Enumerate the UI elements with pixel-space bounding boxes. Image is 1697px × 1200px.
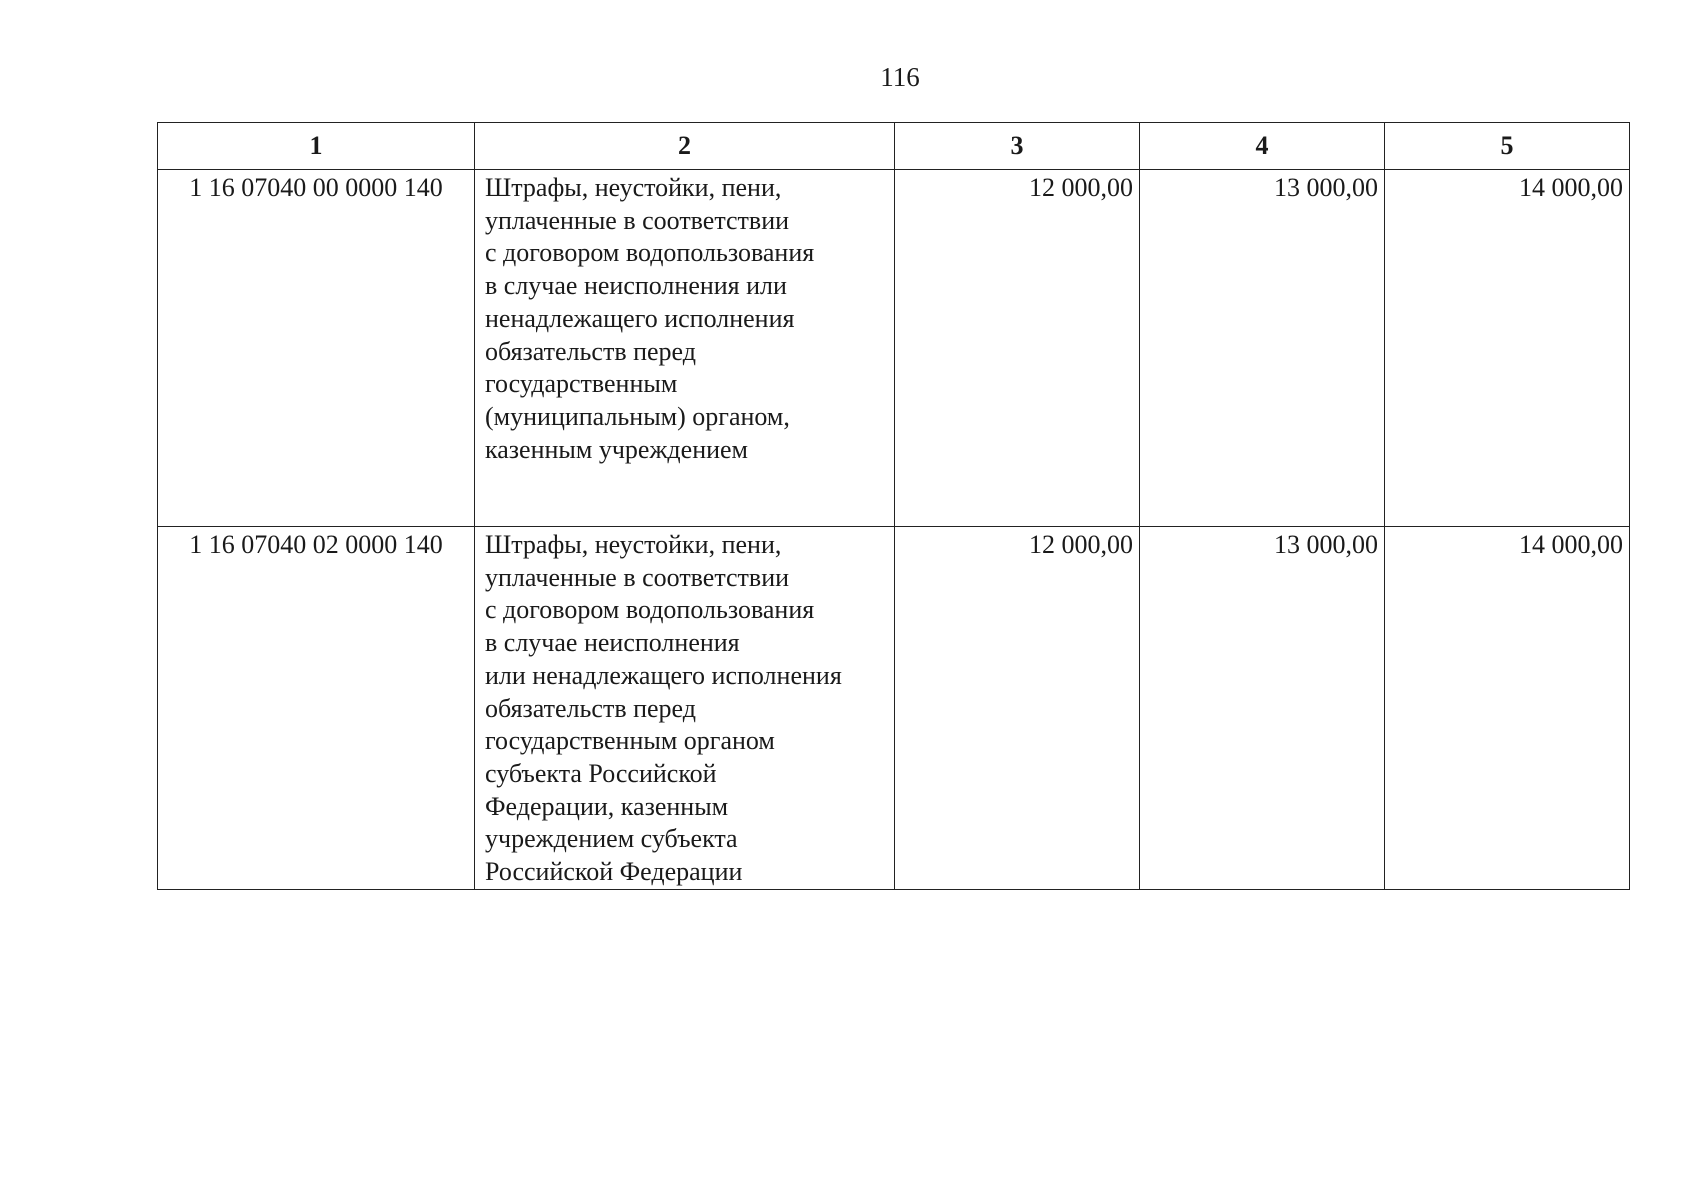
table-row: [158, 170, 1630, 527]
table-row: [158, 527, 1630, 890]
income-code: 1 16 07040 00 0000 140: [158, 170, 475, 527]
page-number: 116: [880, 62, 920, 92]
budget-table: [157, 122, 1630, 890]
amount-col-5: 14 000,00: [1385, 170, 1630, 527]
amount-col-3: 12 000,00: [895, 527, 1140, 890]
income-code: 1 16 07040 02 0000 140: [158, 527, 475, 890]
header-col-5: 5: [1385, 123, 1630, 170]
income-name: Штрафы, неустойки, пени, уплаченные в соответствии с договором водопользования в случае неисполнения или ненадлежащего исполнения обязательств перед государственным (муниципальным) органом, казенным учреждением: [475, 170, 895, 527]
amount-col-4: 13 000,00: [1140, 170, 1385, 527]
amount-col-5: 14 000,00: [1385, 527, 1630, 890]
header-col-2: 2: [475, 123, 895, 170]
table-body: [158, 170, 1630, 890]
table-header: [158, 123, 1630, 170]
header-col-1: 1: [158, 123, 475, 170]
header-row: [158, 123, 1630, 170]
header-col-3: 3: [895, 123, 1140, 170]
amount-col-3: 12 000,00: [895, 170, 1140, 527]
amount-col-4: 13 000,00: [1140, 527, 1385, 890]
header-col-4: 4: [1140, 123, 1385, 170]
income-name: Штрафы, неустойки, пени, уплаченные в соответствии с договором водопользования в случае неисполнения или ненадлежащего исполнения обязательств перед государственным органом субъекта Российской Федерации, казенным учреждением субъекта Российской Федерации: [475, 527, 895, 890]
